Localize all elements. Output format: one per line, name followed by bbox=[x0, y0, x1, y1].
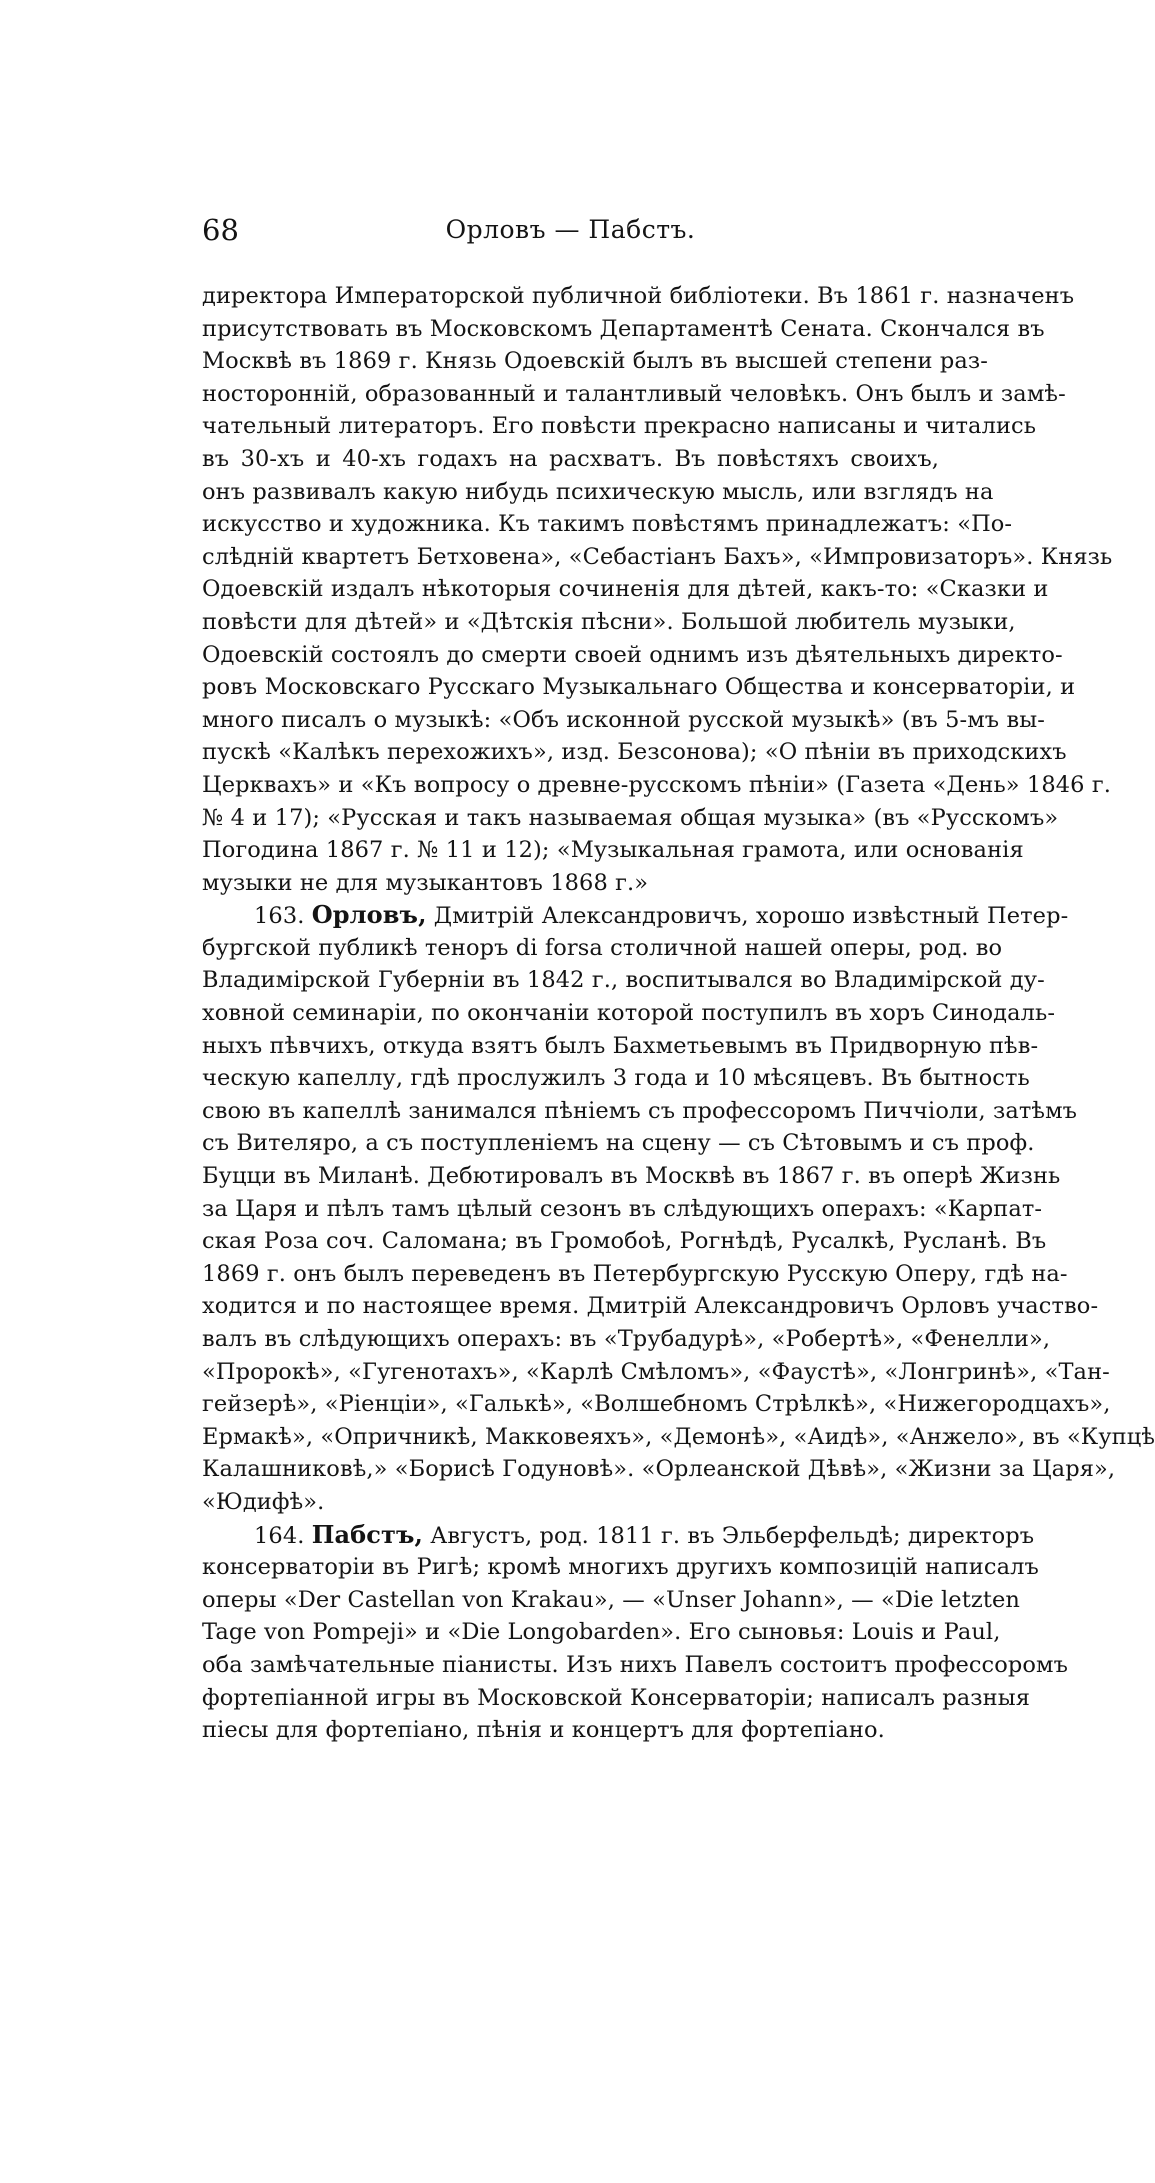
text-line: Калашниковѣ,» «Борисѣ Годуновѣ». «Орлеанской Дѣвѣ», «Жизни за Царя», bbox=[202, 1456, 1116, 1483]
text-line: валъ въ слѣдующихъ операхъ: въ «Трубадурѣ», «Робертѣ», «Фенелли», bbox=[202, 1326, 1051, 1352]
text-line: повѣсти для дѣтей» и «Дѣтскія пѣсни». Большой любитель музыки, bbox=[202, 608, 1016, 635]
text-line: директора Императорской публичной библіотеки. Въ 1861 г. назначенъ bbox=[202, 283, 1075, 309]
entry-first-line-text: Августъ, род. 1811 г. въ Эльберфельдѣ; директоръ bbox=[430, 1522, 1035, 1549]
entry-name: Орловъ, bbox=[311, 900, 427, 930]
text-line: свою въ капеллѣ занимался пѣніемъ съ профессоромъ Пиччіоли, затѣмъ bbox=[202, 1097, 1078, 1124]
text-line: ховной семинаріи, по окончаніи которой поступилъ въ хоръ Синодаль- bbox=[202, 1000, 1056, 1027]
text-line: піесы для фортепіано, пѣнія и концертъ для фортепіано. bbox=[202, 1717, 885, 1744]
text-line: много писалъ о музыкѣ: «Объ исконной русской музыкѣ» (въ 5-мъ вы- bbox=[202, 706, 1045, 733]
text-line: ческую капеллу, гдѣ прослужилъ 3 года и 10 мѣсяцевъ. Въ бытность bbox=[202, 1065, 1030, 1092]
entry-first-line bbox=[202, 1519, 1035, 1552]
text-line: съ Вителяро, а съ поступленіемъ на сцену — съ Сѣтовымъ и съ проф. bbox=[202, 1130, 1035, 1157]
text-line: носторонній, образованный и талантливый человѣкъ. Онъ былъ и замѣ- bbox=[202, 380, 1066, 407]
text-line: онъ развивалъ какую нибудь психическую мысль, или взглядъ на bbox=[202, 478, 994, 505]
text-line: ходится и по настоящее время. Дмитрій Александровичъ Орловъ участво- bbox=[202, 1293, 1099, 1320]
text-line: Ермакѣ», «Опричникѣ, Макковеяхъ», «Демонѣ», «Аидѣ», «Анжело», въ «Купцѣ bbox=[202, 1423, 1155, 1450]
entry-name: Пабстъ, bbox=[311, 1519, 423, 1549]
text-line: гейзерѣ», «Ріенціи», «Галькѣ», «Волшебномъ Стрѣлкѣ», «Нижегородцахъ», bbox=[202, 1391, 1111, 1418]
text-line: оба замѣчательные піанисты. Изъ нихъ Павелъ состоитъ профессоромъ bbox=[202, 1651, 1069, 1678]
text-line: ская Роза соч. Саломана; въ Громобоѣ, Рогнѣдѣ, Русалкѣ, Русланѣ. Въ bbox=[202, 1228, 1047, 1255]
text-line: искусство и художника. Къ такимъ повѣстямъ принадлежатъ: «По- bbox=[202, 511, 1013, 538]
entry-first-line-text: Дмитрій Александровичъ, хорошо извѣстный Петер- bbox=[433, 903, 1069, 930]
text-line: Буцци въ Миланѣ. Дебютировалъ въ Москвѣ въ 1867 г. въ оперѣ Жизнь bbox=[202, 1163, 1061, 1190]
text-line: бургской публикѣ теноръ di forsa столичной нашей оперы, род. во bbox=[202, 934, 1003, 961]
text-line: ровъ Московскаго Русскаго Музыкальнаго Общества и консерваторіи, и bbox=[202, 674, 1076, 701]
text-line: ныхъ пѣвчихъ, откуда взятъ былъ Бахметьевымъ въ Придворную пѣв- bbox=[202, 1032, 1039, 1059]
continuation-paragraph bbox=[202, 280, 1113, 899]
entry-number: 164. bbox=[254, 1522, 305, 1549]
text-line: Владимірской Губерніи въ 1842 г., воспитывался во Владимірской ду- bbox=[202, 967, 1045, 994]
running-title: Орловъ — Пабстъ. bbox=[445, 215, 696, 244]
text-line: оперы «Der Castellan von Krakau», — «Unser Johann», — «Die letzten bbox=[202, 1586, 1020, 1613]
text-line: Tage von Pompeji» и «Die Longobarden». Его сыновья: Louis и Paul, bbox=[202, 1619, 1001, 1646]
text-line: Погодина 1867 г. № 11 и 12); «Музыкальная грамота, или основанія bbox=[202, 837, 1024, 864]
text-line: Одоевскій издалъ нѣкоторыя сочиненія для дѣтей, какъ-то: «Сказки и bbox=[202, 576, 1049, 603]
text-line: Одоевскій состоялъ до смерти своей однимъ изъ дѣятельныхъ директо- bbox=[202, 641, 1063, 668]
entry-number: 163. bbox=[254, 903, 305, 930]
text-line: присутствовать въ Московскомъ Департаментѣ Сената. Скончался въ bbox=[202, 315, 1045, 342]
text-line: фортепіанной игры въ Московской Консерваторіи; написалъ разныя bbox=[202, 1684, 1031, 1711]
text-line: 1869 г. онъ былъ переведенъ въ Петербургскую Русскую Оперу, гдѣ на- bbox=[202, 1260, 1068, 1287]
text-line: консерваторіи въ Ригѣ; кромѣ многихъ другихъ композицій написалъ bbox=[202, 1554, 1039, 1581]
text-line: пускѣ «Калѣкъ перехожихъ», изд. Безсонова); «О пѣніи въ приходскихъ bbox=[202, 739, 1067, 766]
text-line: музыки не для музыкантовъ 1868 г.» bbox=[202, 869, 649, 896]
entry-first-line bbox=[202, 899, 1069, 932]
text-line: «Пророкѣ», «Гугенотахъ», «Карлѣ Смѣломъ», «Фаустѣ», «Лонгринѣ», «Тан- bbox=[202, 1358, 1110, 1385]
text-line: за Царя и пѣлъ тамъ цѣлый сезонъ въ слѣдующихъ операхъ: «Карпат- bbox=[202, 1195, 1043, 1222]
text-line: № 4 и 17); «Русская и такъ называемая общая музыка» (въ «Русскомъ» bbox=[202, 804, 1059, 831]
entry-163 bbox=[202, 899, 1155, 1518]
text-line: Церквахъ» и «Къ вопросу о древне-русскомъ пѣніи» (Газета «День» 1846 г. bbox=[202, 771, 1111, 798]
text-line: Москвѣ въ 1869 г. Князь Одоевскій былъ въ высшей степени раз- bbox=[202, 348, 988, 375]
text-line: «Юдифѣ». bbox=[202, 1488, 325, 1515]
entry-164 bbox=[202, 1519, 1069, 1747]
text-line: слѣдній квартетъ Бетховена», «Себастіанъ Бахъ», «Импровизаторъ». Князь bbox=[202, 543, 1113, 570]
page-header bbox=[202, 210, 939, 250]
page-number: 68 bbox=[202, 213, 239, 247]
text-line: чательный литераторъ. Его повѣсти прекрасно написаны и читались bbox=[202, 413, 1037, 440]
text-line: въ 30-хъ и 40-хъ годахъ на расхватъ. Въ повѣстяхъ своихъ, bbox=[202, 445, 939, 472]
body-text bbox=[202, 280, 1155, 1747]
